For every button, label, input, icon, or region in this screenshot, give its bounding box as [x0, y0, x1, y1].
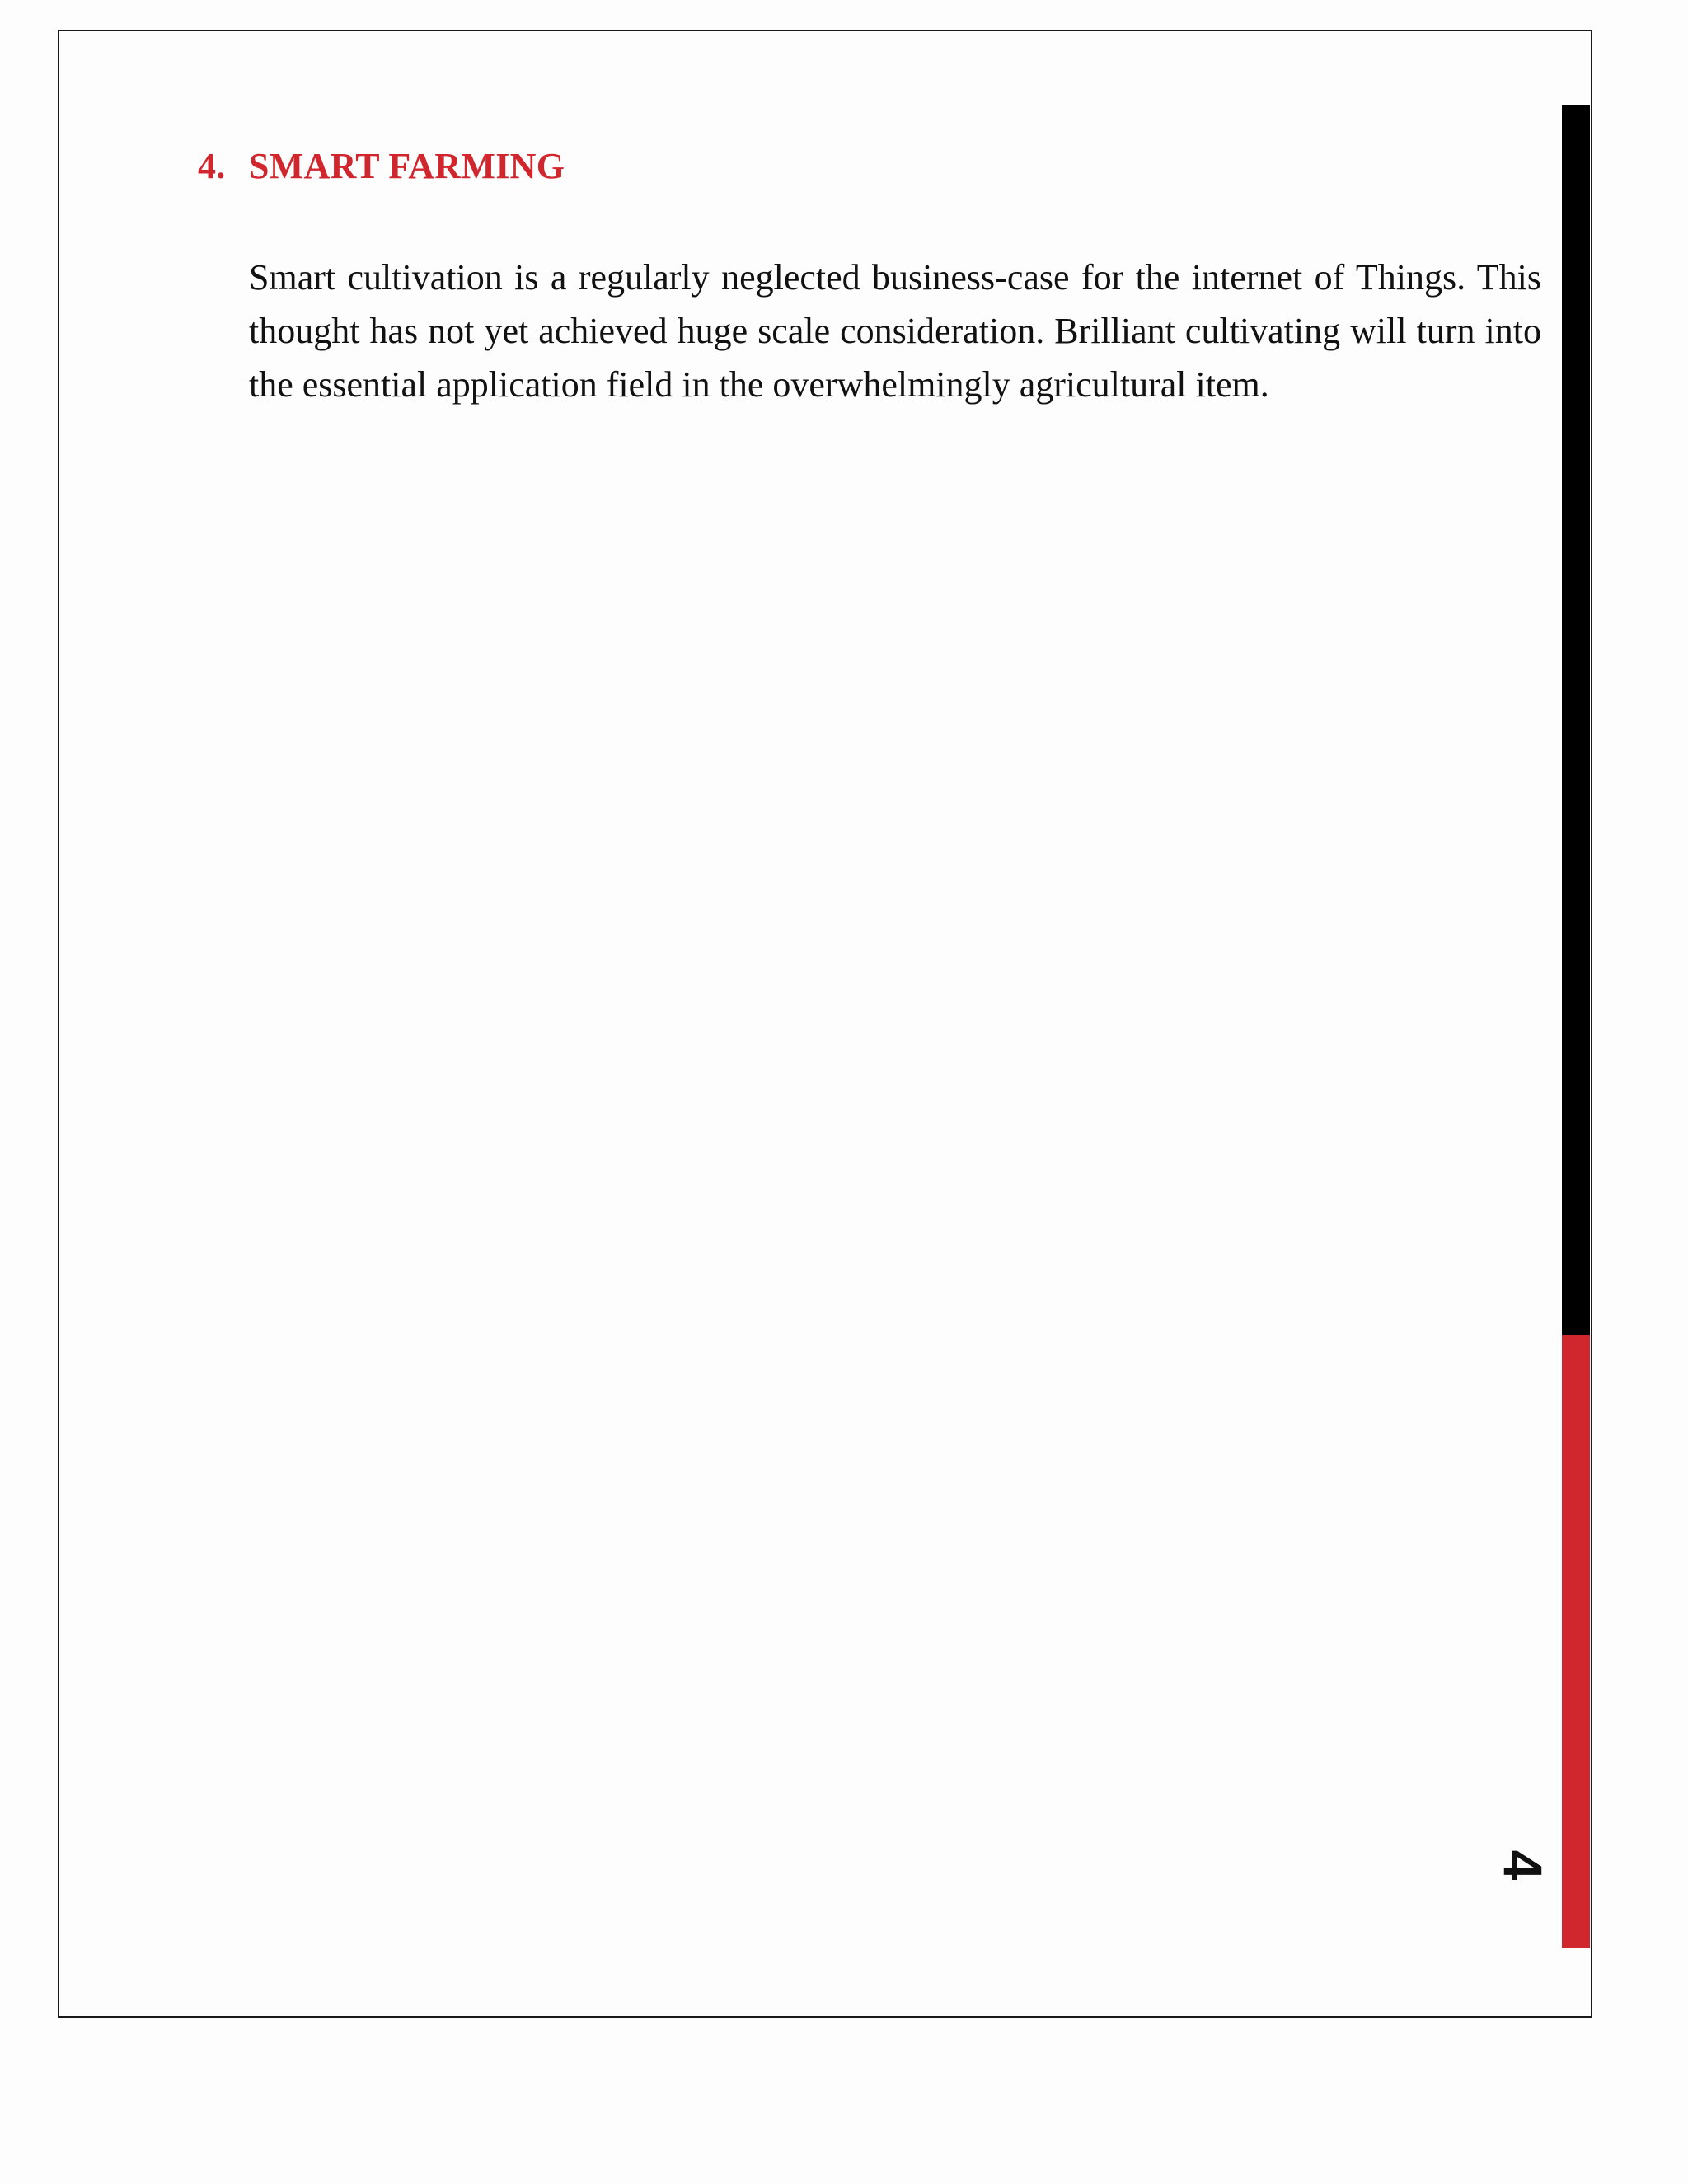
section-number: 4. [198, 146, 226, 186]
section-title: SMART FARMING [249, 146, 565, 186]
section-heading [198, 145, 565, 187]
page-number: 4 [1493, 1849, 1554, 1881]
side-bar-red [1562, 1335, 1590, 1948]
body-paragraph: Smart cultivation is a regularly neglected business-case for the internet of Things. This thought has not yet achieved huge scale consideration. Brilliant cultivating will turn into the essential application field in the overwhelmingly agricultural item. [249, 257, 1541, 405]
side-bar-black [1562, 105, 1590, 1335]
